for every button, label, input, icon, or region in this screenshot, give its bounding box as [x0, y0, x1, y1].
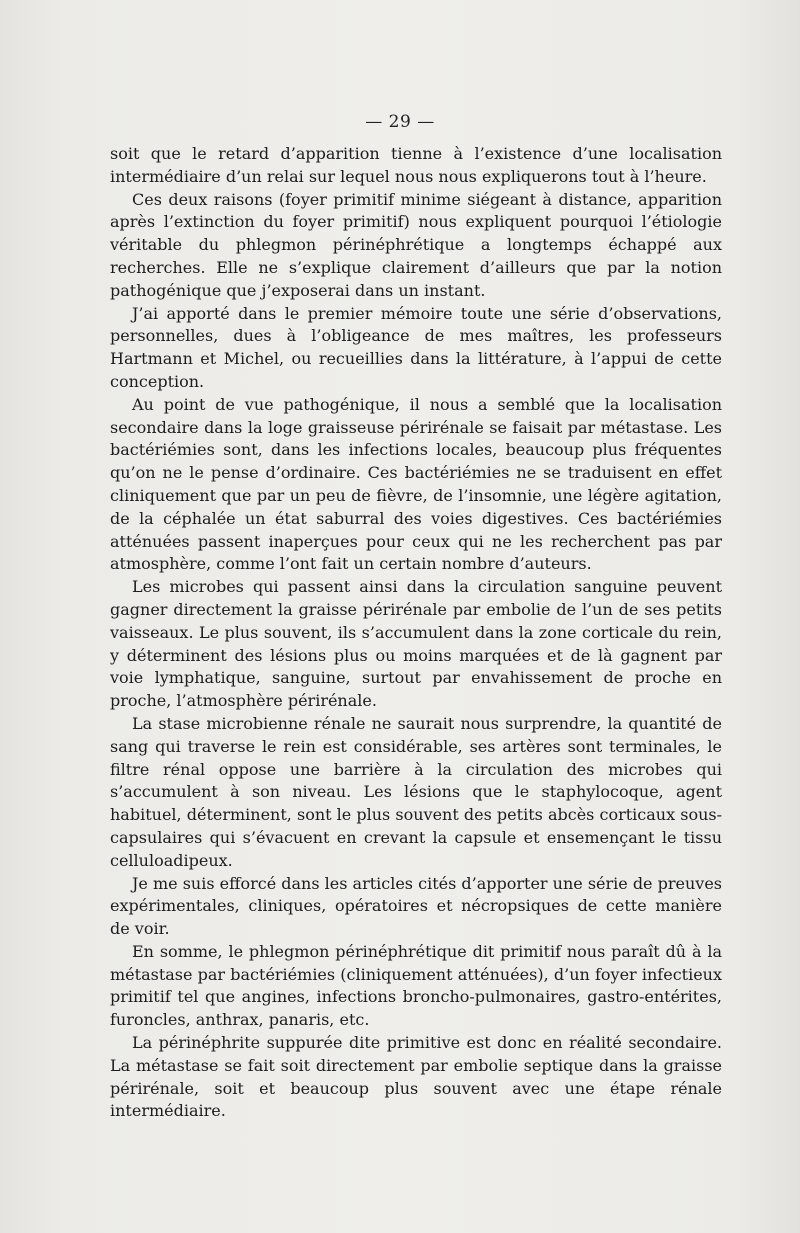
body-text [110, 143, 722, 1123]
paragraph: En somme, le phlegmon périnéphrétique dit primitif nous paraît dû à la métastase par bactériémies (cliniquement atténuées), d’un foyer infectieux primitif tel que angines, infections broncho-pulmonaires, gastro-entérites, furoncles, anthrax, panaris, etc. [110, 941, 722, 1030]
paragraph: La périnéphrite suppurée dite primitive est donc en réalité secondaire. La métastase se fait soit directement par embolie septique dans la graisse périrénale, soit et beaucoup plus souvent avec une étape rénale intermédiaire. [110, 1033, 722, 1121]
paragraph: Au point de vue pathogénique, il nous a semblé que la localisation secondaire dans la loge graisseuse périrénale se faisait par métastase. Les bactériémies sont, dans les infections locales, beaucoup plus fréquentes qu’on ne le pense d’ordinaire. Ces bactériémies ne se traduisent en effet cliniquement que par un peu de fièvre, de l’insomnie, une légère agitation, de la céphalée un état saburral des voies digestives. Ces bactériémies atténuées passent inaperçues pour ceux qui ne les recherchent pas par atmosphère, comme l’ont fait un certain nombre d’auteurs. [110, 394, 722, 574]
paragraph: soit que le retard d’apparition tienne à l’existence d’une localisation intermédiaire d’un relai sur lequel nous nous expliquerons tout à l’heure. [110, 144, 722, 186]
page-number: — 29 — [365, 112, 435, 132]
paragraph: La stase microbienne rénale ne saurait nous surprendre, la quantité de sang qui traverse le rein est considérable, ses artères sont terminales, le filtre rénal oppose une barrière à la circulation des microbes qui s’accumulent à son niveau. Les lésions que le staphylocoque, agent habituel, déterminent, sont le plus souvent des petits abcès corticaux sous-capsulaires qui s’évacuent en crevant la capsule et ensemençant le tissu celluloadipeux. [110, 713, 722, 870]
paragraph: Les microbes qui passent ainsi dans la circulation sanguine peuvent gagner directement la graisse périrénale par embolie de l’un de ses petits vaisseaux. Le plus souvent, ils s’accumulent dans la zone corticale du rein, y déterminent des lésions plus ou moins marquées et de là gagnent par voie lymphatique, sanguine, surtout par envahissement de proche en proche, l’atmosphère périrénale. [110, 577, 722, 711]
paragraph: Je me suis efforcé dans les articles cités d’apporter une série de preuves expérimentales, cliniques, opératoires et nécropsiques de cette manière de voir. [110, 873, 722, 939]
paragraph: J’ai apporté dans le premier mémoire toute une série d’observations, personnelles, dues à l’obligeance de mes maîtres, les professeurs Hartmann et Michel, ou recueillies dans la littérature, à l’appui de cette conception. [110, 303, 722, 391]
paragraph: Ces deux raisons (foyer primitif minime siégeant à distance, apparition après l’extinction du foyer primitif) nous expliquent pourquoi l’étiologie véritable du phlegmon périnéphrétique a longtemps échappé aux recherches. Elle ne s’explique clairement d’ailleurs que par la notion pathogénique que j’exposerai dans un instant. [110, 189, 722, 300]
